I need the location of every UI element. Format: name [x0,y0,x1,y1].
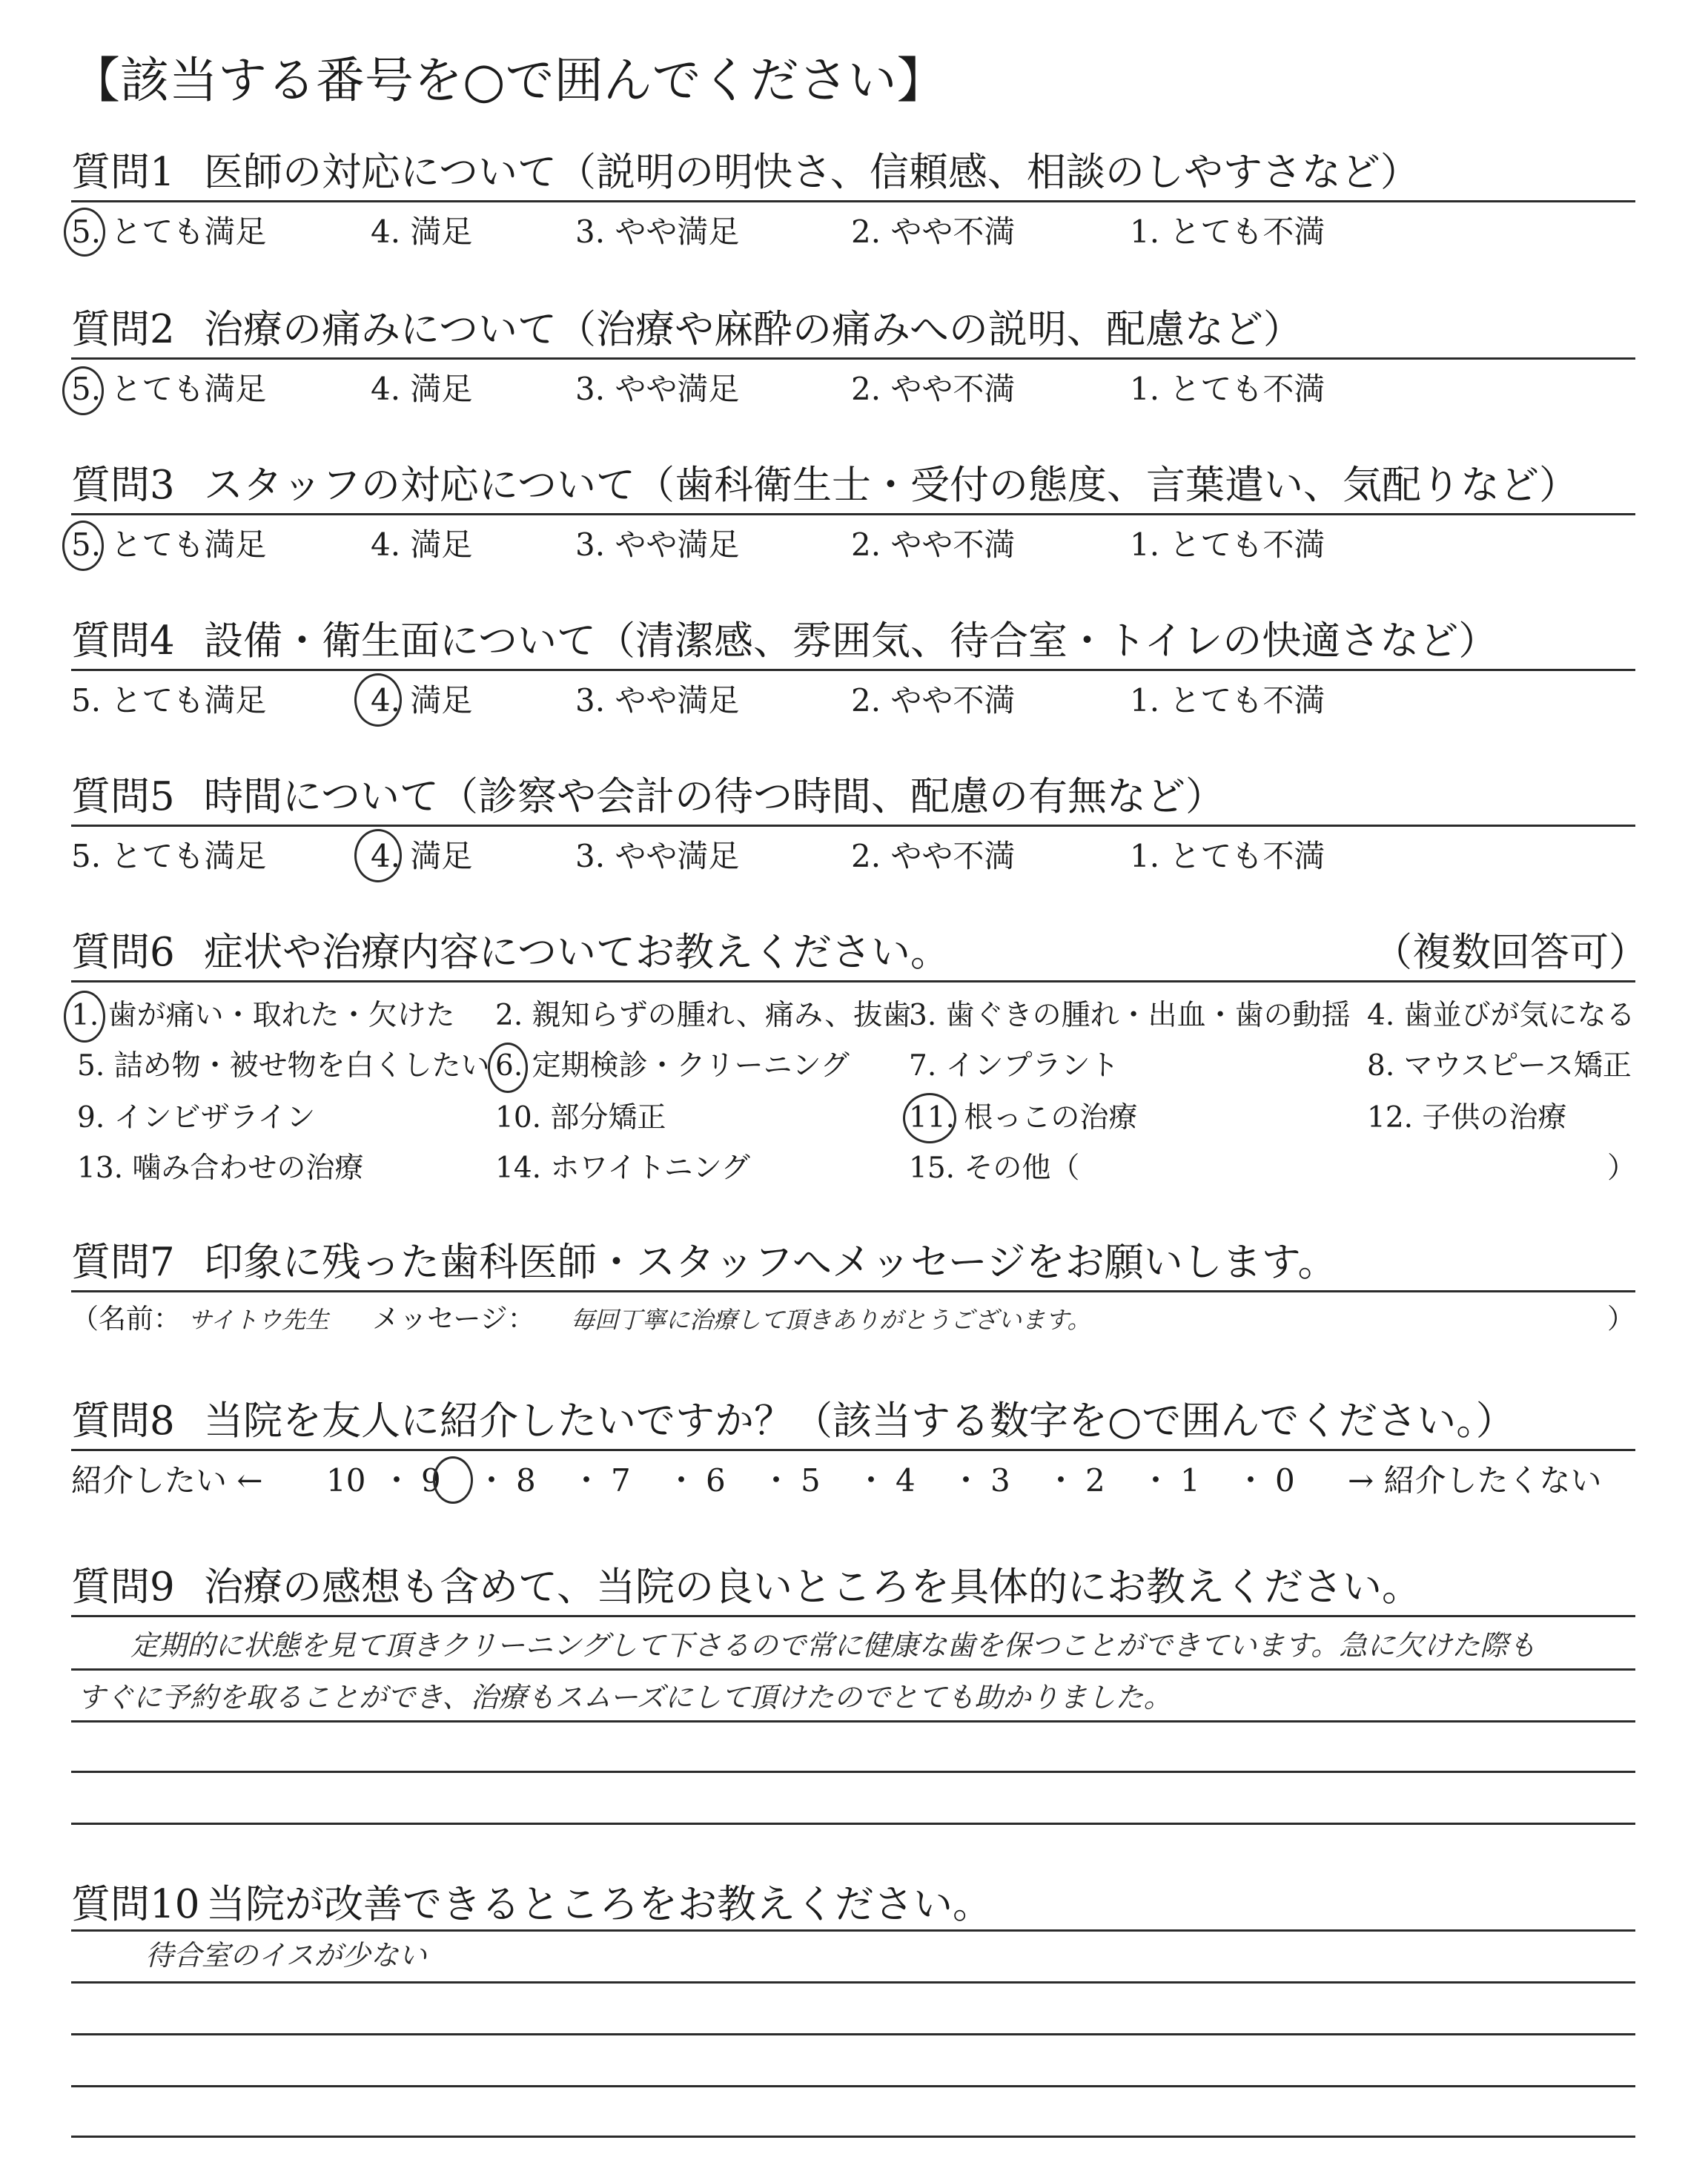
scale-separator: ・ [476,1462,508,1499]
option-4[interactable]: 4. 満足 [371,682,473,719]
option-1[interactable]: 1. とても不満 [1130,371,1325,407]
selection-circle [354,829,402,882]
question-label: 質問10 [71,1882,200,1927]
message-label: メッセージ： [372,1303,535,1335]
option-8[interactable]: 8. マウスピース矯正 [1367,1049,1632,1083]
answer-rule [71,513,1635,515]
page-title: 【該当する番号を○で囲んでください】 [71,52,946,109]
name-handwritten[interactable]: サイトウ先生 [188,1306,329,1334]
question-label: 質問5 [71,774,175,819]
question-text: 時間について（診察や会計の待つ時間、配慮の有無など） [204,774,1225,819]
option-4[interactable]: 4. 歯並びが気になる [1367,999,1635,1032]
answer-rule [71,200,1635,202]
option-2[interactable]: 2. やや不満 [851,838,1016,874]
option-3[interactable]: 3. やや満足 [575,838,740,874]
scale-value-8[interactable]: 8 [516,1462,536,1499]
option-2[interactable]: 2. 親知らずの腫れ、痛み、抜歯 [495,999,912,1032]
scale-value-3[interactable]: 3 [990,1462,1010,1499]
answer-rule [71,1720,1635,1723]
option-6[interactable]: 6. 定期検診・クリーニング [495,1049,850,1083]
option-1[interactable]: 1. とても不満 [1130,682,1325,719]
name-label: （名前： [71,1303,181,1335]
answer-rule [71,1929,1635,1932]
answer-rule [71,980,1635,982]
question-text: 治療の痛みについて（治療や麻酔の痛みへの説明、配慮など） [204,307,1302,352]
scale-right-label: → 紹介したくない [1348,1462,1602,1499]
question-label: 質問4 [71,618,175,664]
selection-circle [433,1456,473,1504]
multiple-answer-note: （複数回答可） [1373,930,1648,975]
option-5[interactable]: 5. とても満足 [71,214,267,250]
option-5[interactable]: 5. 詰め物・被せ物を白くしたい [77,1049,490,1083]
selection-circle [62,521,104,571]
option-9[interactable]: 9. インビザライン [77,1101,316,1135]
question-label: 質問3 [71,463,175,508]
scale-value-6[interactable]: 6 [706,1462,726,1499]
question-label: 質問1 [71,150,175,195]
option-2[interactable]: 2. やや不満 [851,526,1016,563]
option-4[interactable]: 4. 満足 [371,214,473,250]
option-12[interactable]: 12. 子供の治療 [1367,1101,1567,1135]
scale-value-5[interactable]: 5 [801,1462,821,1499]
scale-separator: ・ [950,1462,982,1499]
scale-separator: ・ [666,1462,698,1499]
option-11[interactable]: 11. 根っこの治療 [909,1101,1138,1135]
question-text: 設備・衛生面について（清潔感、雰囲気、待合室・トイレの快適さなど） [204,618,1498,664]
answer-rule [71,2085,1635,2087]
answer-rule [71,1981,1635,1984]
option-2[interactable]: 2. やや不満 [851,214,1016,250]
option-5[interactable]: 5. とても満足 [71,682,267,719]
scale-value-0[interactable]: 0 [1275,1462,1295,1499]
question-text: 当院が改善できるところをお教えください。 [206,1882,992,1927]
scale-value-7[interactable]: 7 [611,1462,631,1499]
question-text: 印象に残った歯科医師・スタッフへメッセージをお願いします。 [204,1240,1337,1285]
answer-rule [71,825,1635,827]
option-3[interactable]: 3. やや満足 [575,214,740,250]
scale-value-4[interactable]: 4 [896,1462,916,1499]
selection-circle [488,1043,528,1093]
question-label: 質問7 [71,1240,175,1285]
question-label: 質問9 [71,1565,175,1610]
answer-rule [71,1615,1635,1617]
scale-value-10[interactable]: 10 [326,1462,366,1499]
scale-separator: ・ [571,1462,603,1499]
answer-line-1[interactable]: 定期的に状態を見て頂きクリーニングして下さるので常に健康な歯を保つことができています。急に欠けた際も [130,1629,1537,1662]
option-3[interactable]: 3. 歯ぐきの腫れ・出血・歯の動揺 [909,999,1351,1032]
answer-rule [71,1823,1635,1825]
scale-separator: ・ [381,1462,413,1499]
option-3[interactable]: 3. やや満足 [575,682,740,719]
scale-value-1[interactable]: 1 [1180,1462,1200,1499]
option-5[interactable]: 5. とても満足 [71,526,267,563]
option-1[interactable]: 1. 歯が痛い・取れた・欠けた [71,999,455,1032]
option-5[interactable]: 5. とても満足 [71,838,267,874]
answer-line-1[interactable]: 待合室のイスが少ない [145,1939,427,1972]
other-close-paren: ） [1607,1152,1637,1185]
answer-line-2[interactable]: すぐに予約を取ることができ、治療もスムーズにして頂けたのでとても助かりました。 [77,1681,1172,1714]
option-2[interactable]: 2. やや不満 [851,371,1016,407]
option-4[interactable]: 4. 満足 [371,371,473,407]
selection-circle [903,1093,956,1143]
option-5[interactable]: 5. とても満足 [71,371,267,407]
answer-rule [71,1290,1635,1292]
scale-value-2[interactable]: 2 [1085,1462,1105,1499]
scale-separator: ・ [1140,1462,1172,1499]
scale-value-9[interactable]: 9 [421,1462,441,1499]
option-14[interactable]: 14. ホワイトニング [495,1152,750,1185]
option-7[interactable]: 7. インプラント [909,1049,1119,1083]
scale-left-label: 紹介したい ← [71,1462,263,1499]
question-text: 医師の対応について（説明の明快さ、信頼感、相談のしやすさなど） [204,150,1420,195]
answer-rule [71,2033,1635,2035]
selection-circle [354,673,402,727]
message-handwritten[interactable]: 毎回丁寧に治療して頂きありがとうございます。 [571,1306,1091,1334]
scale-separator: ・ [1045,1462,1077,1499]
message-close-paren: ） [1607,1303,1635,1335]
question-label: 質問8 [71,1398,175,1444]
option-3[interactable]: 3. やや満足 [575,371,740,407]
answer-rule [71,1668,1635,1671]
option-4[interactable]: 4. 満足 [371,526,473,563]
answer-rule [71,1449,1635,1451]
option-4[interactable]: 4. 満足 [371,838,473,874]
option-1[interactable]: 1. とても不満 [1130,214,1325,250]
answer-rule [71,2136,1635,2138]
answer-rule [71,357,1635,360]
question-text: 治療の感想も含めて、当院の良いところを具体的にお教えください。 [204,1565,1421,1610]
question-text: 当院を友人に紹介したいですか？（該当する数字を○で囲んでください。） [204,1398,1515,1444]
scale-separator: ・ [761,1462,792,1499]
option-2[interactable]: 2. やや不満 [851,682,1016,719]
selection-circle [62,366,104,415]
option-3[interactable]: 3. やや満足 [575,526,740,563]
question-text: 症状や治療内容についてお教えください。 [204,930,950,975]
selection-circle [64,208,105,257]
option-10[interactable]: 10. 部分矯正 [495,1101,666,1135]
question-text: スタッフの対応について（歯科衛生士・受付の態度、言葉遣い、気配りなど） [204,463,1578,508]
question-label: 質問6 [71,930,175,975]
scale-separator: ・ [855,1462,887,1499]
option-1[interactable]: 1. とても不満 [1130,526,1325,563]
answer-rule [71,1771,1635,1773]
answer-rule [71,669,1635,671]
selection-circle [64,991,105,1043]
scale-separator: ・ [1235,1462,1267,1499]
question-label: 質問2 [71,307,175,352]
option-15[interactable]: 15. その他（ [909,1152,1080,1185]
option-1[interactable]: 1. とても不満 [1130,838,1325,874]
option-13[interactable]: 13. 噛み合わせの治療 [77,1152,364,1185]
